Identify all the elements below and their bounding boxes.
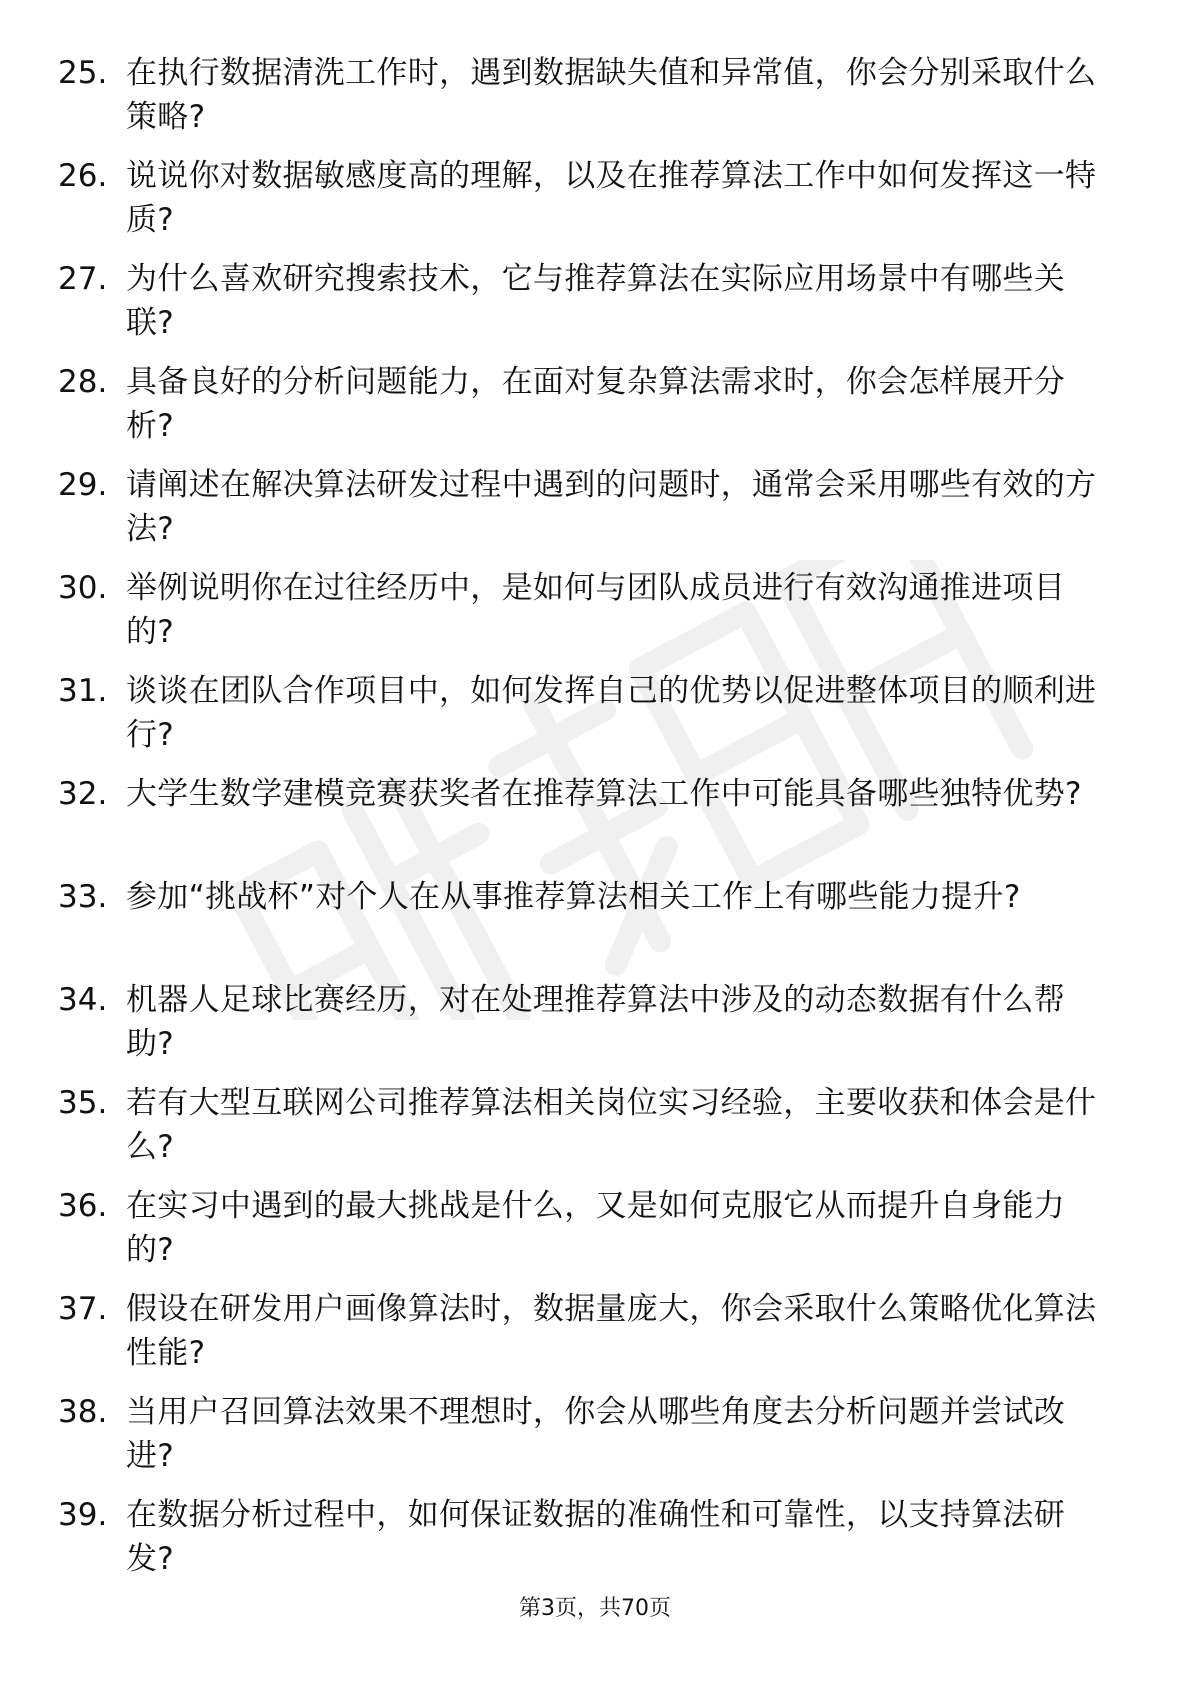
question-text: 在实习中遇到的最大挑战是什么，又是如何克服它从而提升自身能力的?	[126, 1188, 1065, 1268]
question-number: 34.	[58, 982, 108, 1018]
list-item	[58, 1287, 1118, 1390]
list-item	[58, 875, 1118, 978]
list-item	[58, 978, 1118, 1081]
list-item	[58, 1081, 1118, 1184]
page-number: 第3页，共70页	[519, 1596, 671, 1621]
question-text: 在数据分析过程中，如何保证数据的准确性和可靠性，以支持算法研发?	[126, 1497, 1065, 1577]
question-list	[58, 51, 1118, 1596]
question-text: 请阐述在解决算法研发过程中遇到的问题时，通常会采用哪些有效的方法?	[126, 467, 1097, 547]
question-number: 29.	[58, 467, 108, 503]
list-item	[58, 1390, 1118, 1493]
question-number: 25.	[58, 55, 108, 91]
list-item	[58, 360, 1118, 463]
question-number: 31.	[58, 673, 108, 709]
question-text: 假设在研发用户画像算法时，数据量庞大，你会采取什么策略优化算法性能?	[126, 1291, 1097, 1371]
question-number: 28.	[58, 364, 108, 400]
question-number: 32.	[58, 776, 108, 812]
question-text: 说说你对数据敏感度高的理解，以及在推荐算法工作中如何发挥这一特质?	[126, 158, 1097, 238]
question-number: 36.	[58, 1188, 108, 1224]
question-number: 38.	[58, 1394, 108, 1430]
question-text: 在执行数据清洗工作时，遇到数据缺失值和异常值，你会分别采取什么策略?	[126, 55, 1097, 135]
question-text: 参加“挑战杯”对个人在从事推荐算法相关工作上有哪些能力提升?	[126, 879, 1021, 915]
question-number: 33.	[58, 879, 108, 915]
question-text: 机器人足球比赛经历，对在处理推荐算法中涉及的动态数据有什么帮助?	[126, 982, 1065, 1062]
list-item	[58, 669, 1118, 772]
question-text: 谈谈在团队合作项目中，如何发挥自己的优势以促进整体项目的顺利进行?	[126, 673, 1097, 753]
question-number: 37.	[58, 1291, 108, 1327]
question-text: 举例说明你在过往经历中，是如何与团队成员进行有效沟通推进项目的?	[126, 570, 1065, 650]
question-text: 若有大型互联网公司推荐算法相关岗位实习经验，主要收获和体会是什么?	[126, 1085, 1097, 1165]
question-number: 35.	[58, 1085, 108, 1121]
list-item	[58, 772, 1118, 875]
question-number: 27.	[58, 261, 108, 297]
question-text: 为什么喜欢研究搜索技术，它与推荐算法在实际应用场景中有哪些关联?	[126, 261, 1065, 341]
list-item	[58, 51, 1118, 154]
list-item	[58, 257, 1118, 360]
question-text: 当用户召回算法效果不理想时，你会从哪些角度去分析问题并尝试改进?	[126, 1394, 1065, 1474]
question-text: 具备良好的分析问题能力，在面对复杂算法需求时，你会怎样展开分析?	[126, 364, 1065, 444]
list-item	[58, 1184, 1118, 1287]
question-number: 26.	[58, 158, 108, 194]
question-text: 大学生数学建模竞赛获奖者在推荐算法工作中可能具备哪些独特优势?	[126, 776, 1082, 812]
question-number: 30.	[58, 570, 108, 606]
list-item	[58, 1493, 1118, 1596]
list-item	[58, 463, 1118, 566]
list-item	[58, 566, 1118, 669]
list-item	[58, 154, 1118, 257]
question-number: 39.	[58, 1497, 108, 1533]
